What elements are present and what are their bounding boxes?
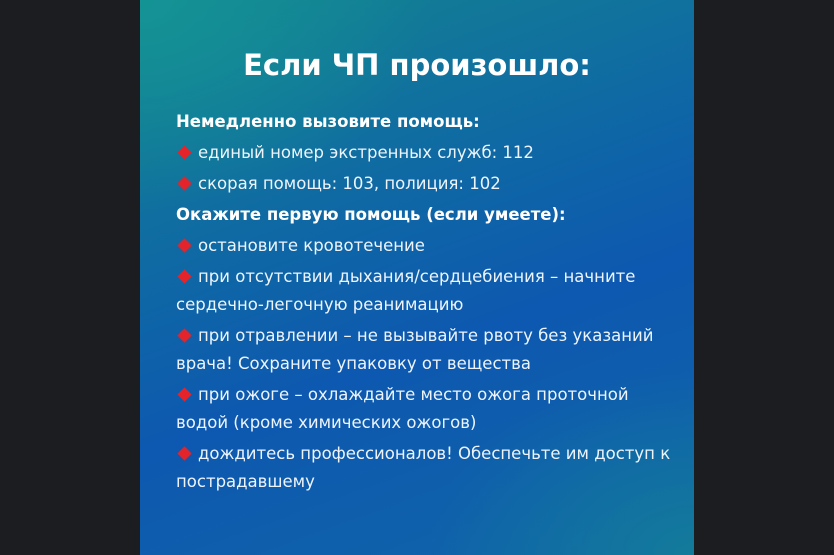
red-diamond-icon bbox=[177, 269, 191, 283]
section-heading-first-aid: Окажите первую помощь (если умеете): bbox=[176, 205, 566, 224]
list-item: при отравлении – не вызывайте рвоту без указаний врача! Сохраните упаковку от вещества bbox=[176, 326, 654, 373]
list-item: остановите кровотечение bbox=[176, 232, 676, 260]
info-card bbox=[140, 0, 694, 555]
list-item: при отсутствии дыхания/сердцебиения – начните сердечно-легочную реанимацию bbox=[176, 267, 636, 314]
card-title: Если ЧП произошло: bbox=[243, 48, 591, 82]
red-diamond-icon bbox=[177, 387, 191, 401]
red-diamond-icon bbox=[177, 176, 191, 190]
section-heading-call-help: Немедленно вызовите помощь: bbox=[176, 112, 480, 131]
red-diamond-icon bbox=[177, 238, 191, 252]
red-diamond-icon bbox=[177, 328, 191, 342]
list-item: при ожоге – охлаждайте место ожога проточной водой (кроме химических ожогов) bbox=[176, 385, 629, 432]
card-content bbox=[176, 108, 676, 496]
red-diamond-icon bbox=[177, 446, 191, 460]
red-diamond-icon bbox=[177, 145, 191, 159]
list-item: дождитесь профессионалов! Обеспечьте им доступ к пострадавшему bbox=[176, 444, 671, 491]
list-item: скорая помощь: 103, полиция: 102 bbox=[176, 170, 676, 198]
list-item: единый номер экстренных служб: 112 bbox=[176, 139, 676, 167]
